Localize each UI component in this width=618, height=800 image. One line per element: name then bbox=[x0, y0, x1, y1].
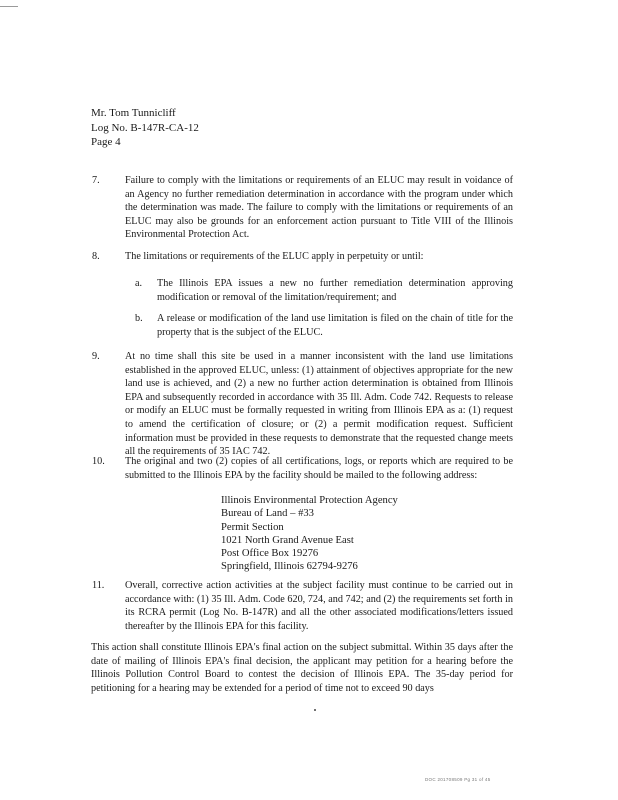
numbered-item-10 bbox=[92, 455, 513, 482]
address-line: Illinois Environmental Protection Agency bbox=[221, 495, 398, 506]
address-line: Bureau of Land – #33 bbox=[221, 508, 314, 520]
scan-speck bbox=[314, 709, 316, 711]
address-line: Springfield, Illinois 62794-9276 bbox=[221, 561, 358, 573]
item-text: The limitations or requirements of the ELUC apply in perpetuity or until: bbox=[125, 251, 424, 262]
numbered-item-8 bbox=[92, 250, 513, 264]
item-text: Overall, corrective action activities at the subject facility must continue to be carried out in accordance with: (1) 35 Ill. Adm. Code 620, 724, and 742; and (2) the requirements set forth in its RCRA permit (Log No. B-147R) and all the other associated modifications/letters issued thereafter by the Illinois EPA for this facility. bbox=[125, 580, 513, 632]
scan-edge-mark bbox=[0, 6, 18, 7]
sub-item-b bbox=[135, 312, 513, 339]
numbered-item-11 bbox=[92, 579, 513, 633]
item-number: 11. bbox=[92, 580, 105, 591]
item-number: 10. bbox=[92, 456, 105, 467]
numbered-item-9 bbox=[92, 350, 513, 459]
sub-item-a bbox=[135, 277, 513, 304]
letter-header bbox=[91, 106, 199, 150]
numbered-item-7 bbox=[92, 174, 513, 242]
log-number: Log No. B-147R-CA-12 bbox=[91, 121, 199, 134]
sub-item-letter: a. bbox=[135, 278, 143, 289]
address-line: 1021 North Grand Avenue East bbox=[221, 534, 354, 546]
recipient-name: Mr. Tom Tunnicliff bbox=[91, 107, 176, 119]
item-number: 8. bbox=[92, 251, 100, 262]
closing-paragraph: This action shall constitute Illinois EPA's final action on the subject submittal. Within 35 days after the date of mailing of Illinois EPA's final decision, the applicant may petition for a hearing before the Illinois Pollution Control Board to contest the decision of Illinois EPA. The 35-day period for petitioning for a hearing may be extended for a period of time not to exceed 90 days bbox=[91, 642, 513, 694]
sub-item-text: A release or modification of the land use limitation is filed on the chain of title for the property that is the subject of the ELUC. bbox=[157, 313, 513, 338]
sub-item-letter: b. bbox=[135, 313, 143, 324]
document-footer: DOC 201708509 Pg 31 of 45 bbox=[425, 777, 491, 782]
item-number: 9. bbox=[92, 351, 100, 362]
mailing-address bbox=[221, 494, 398, 574]
address-line: Permit Section bbox=[221, 521, 284, 533]
item-text: The original and two (2) copies of all certifications, logs, or reports which are required to be submitted to the Illinois EPA by the facility should be mailed to the following address: bbox=[125, 456, 513, 481]
item-text: At no time shall this site be used in a manner inconsistent with the land use limitations established in the approved ELUC, unless: (1) attainment of objectives appropriate for the new land use is achieved, and (2) a new no further action determination is obtained from Illinois EPA and subsequently recorded in accordance with 35 Ill. Adm. Code 742. Requests to release or modify an ELUC must be formally requested in writing from Illinois EPA as a: (1) request to amend the certification of closure; or (2) a permit modification request. Sufficient information must be provided in these requests to demonstrate that the requested change meets all the requirements of 35 IAC 742. bbox=[125, 351, 513, 458]
sub-item-text: The Illinois EPA issues a new no further remediation determination approving modification or removal of the limitation/requirement; and bbox=[157, 278, 513, 303]
address-line: Post Office Box 19276 bbox=[221, 548, 319, 560]
item-text: Failure to comply with the limitations or requirements of an ELUC may result in voidance of an Agency no further remediation determination in accordance with the program under which the determination was made. The failure to comply with the limitations or requirements of an ELUC may also be grounds for an enforcement action pursuant to Title VIII of the Illinois Environmental Protection Act. bbox=[125, 175, 513, 241]
item-number: 7. bbox=[92, 175, 100, 186]
page-number: Page 4 bbox=[91, 136, 121, 148]
